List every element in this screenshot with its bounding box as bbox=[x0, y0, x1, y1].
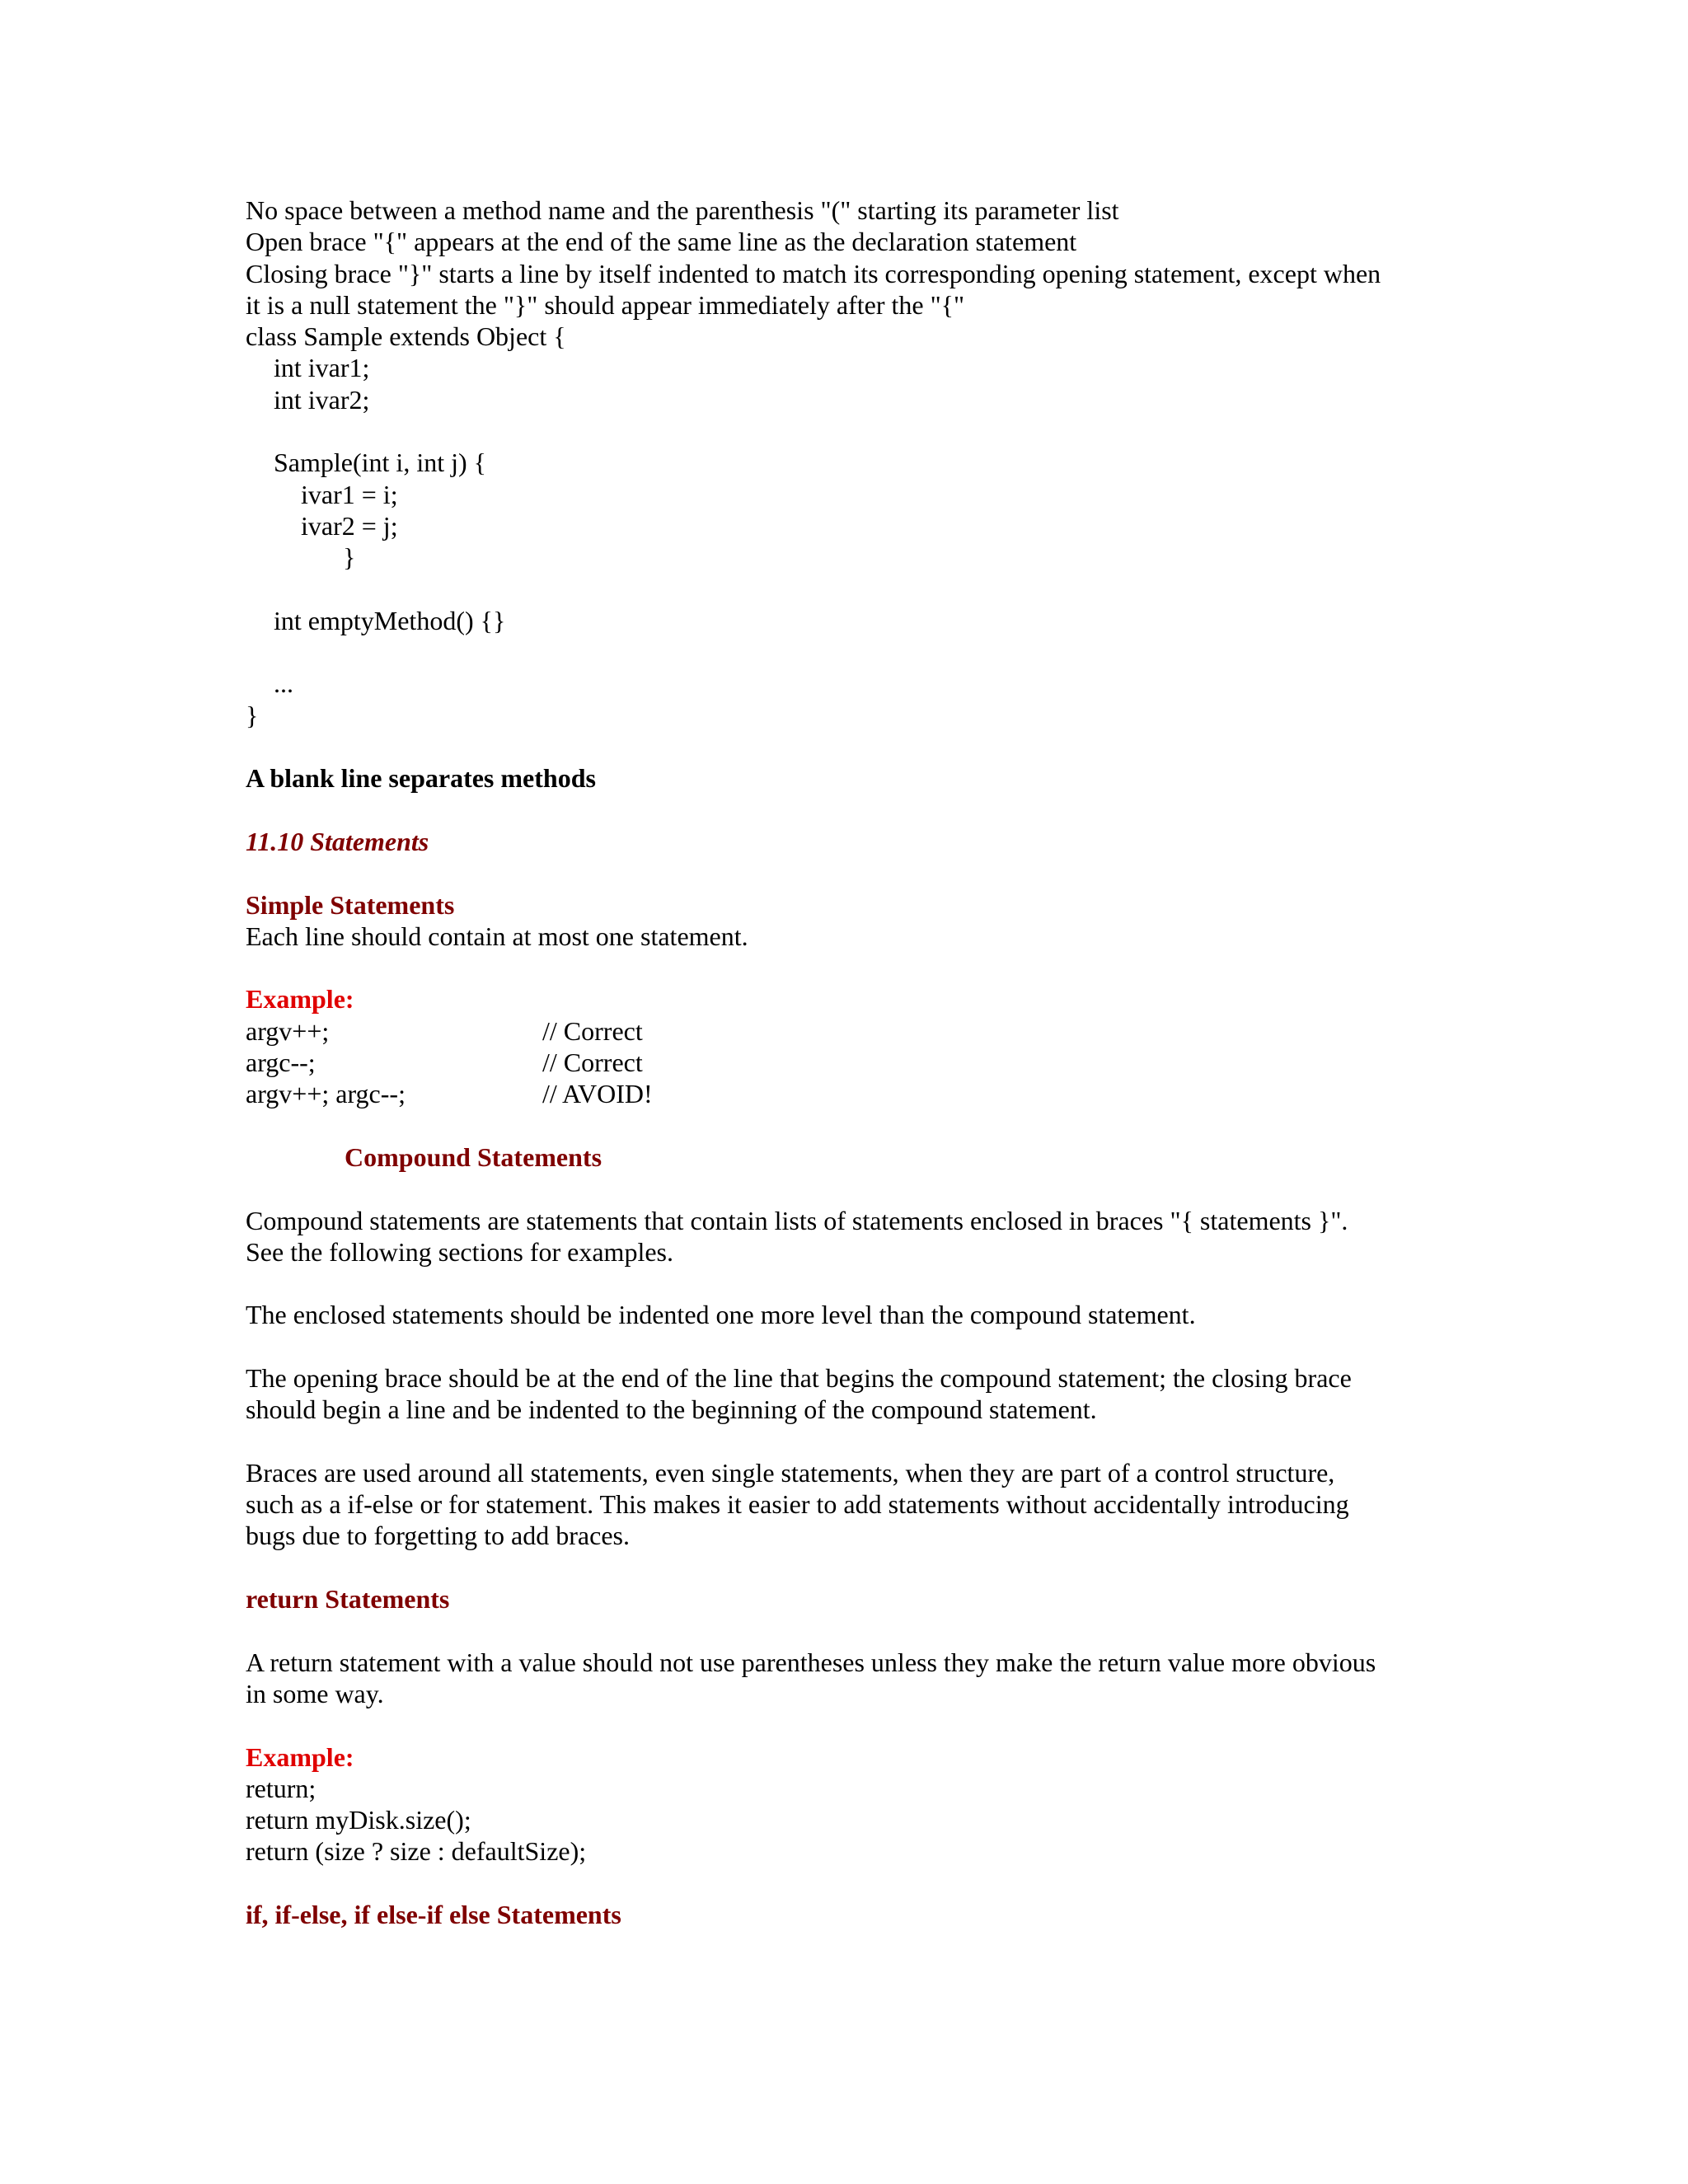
blank-line bbox=[246, 1331, 1441, 1362]
compound-p1-line-2: See the following sections for examples. bbox=[246, 1236, 673, 1267]
intro-line-3: Closing brace "}" starts a line by itself indented to match its corresponding opening statement, except when bbox=[246, 258, 1381, 288]
example-row bbox=[246, 1047, 1441, 1078]
code-field-1: int ivar1; bbox=[274, 353, 370, 383]
example-comment: // Correct bbox=[542, 1047, 643, 1078]
blank-line bbox=[246, 1868, 1441, 1899]
return-p1-line-2: in some way. bbox=[246, 1678, 384, 1708]
simple-statements-text: Each line should contain at most one statement. bbox=[246, 921, 748, 951]
code-ellipsis: ... bbox=[274, 668, 293, 699]
document-page bbox=[246, 194, 1441, 1930]
blank-line-note: A blank line separates methods bbox=[246, 763, 596, 794]
example-code: argv++; argc--; bbox=[246, 1079, 406, 1109]
code-ctor-close: } bbox=[343, 542, 356, 573]
intro-line-1: No space between a method name and the parenthesis "(" starting its parameter list bbox=[246, 195, 1119, 225]
code-assign-1: ivar1 = i; bbox=[301, 479, 398, 509]
blank-line bbox=[246, 415, 1441, 447]
blank-line bbox=[246, 731, 1441, 762]
code-field-2: int ivar2; bbox=[274, 384, 370, 415]
example-code: argc--; bbox=[246, 1047, 316, 1078]
code-empty-method: int emptyMethod() {} bbox=[274, 605, 506, 635]
return-statements-heading: return Statements bbox=[246, 1584, 450, 1615]
blank-line bbox=[246, 1615, 1441, 1646]
blank-line bbox=[246, 952, 1441, 983]
code-ctor-decl: Sample(int i, int j) { bbox=[274, 448, 486, 478]
code-class-decl: class Sample extends Object { bbox=[246, 321, 566, 352]
return-example-1: return; bbox=[246, 1773, 316, 1803]
blank-line bbox=[246, 1426, 1441, 1457]
simple-example-label: Example: bbox=[246, 984, 354, 1015]
compound-p3-line-1: The opening brace should be at the end of the line that begins the compound statement; the closing brace bbox=[246, 1362, 1352, 1393]
example-comment: // AVOID! bbox=[542, 1079, 653, 1109]
blank-line bbox=[246, 794, 1441, 826]
return-example-3: return (size ? size : defaultSize); bbox=[246, 1836, 587, 1867]
intro-line-4: it is a null statement the "}" should appear immediately after the "{" bbox=[246, 289, 965, 320]
intro-line-2: Open brace "{" appears at the end of the same line as the declaration statement bbox=[246, 227, 1077, 257]
return-example-2: return myDisk.size(); bbox=[246, 1805, 471, 1835]
compound-p1-line-1: Compound statements are statements that contain lists of statements enclosed in braces "{ statements }". bbox=[246, 1205, 1348, 1235]
section-heading: 11.10 Statements bbox=[246, 826, 429, 856]
example-row bbox=[246, 1015, 1441, 1047]
blank-line bbox=[246, 574, 1441, 605]
sample-code-block bbox=[246, 321, 1441, 731]
return-p1-line-1: A return statement with a value should not use parentheses unless they make the return value more obvious bbox=[246, 1647, 1376, 1677]
compound-p2: The enclosed statements should be indented one more level than the compound statement. bbox=[246, 1300, 1196, 1330]
example-comment: // Correct bbox=[542, 1015, 643, 1046]
blank-line bbox=[246, 1709, 1441, 1741]
if-statements-heading: if, if-else, if else-if else Statements bbox=[246, 1900, 621, 1930]
compound-p4-line-1: Braces are used around all statements, even single statements, when they are part of a control structure, bbox=[246, 1457, 1335, 1488]
simple-statements-heading: Simple Statements bbox=[246, 889, 455, 920]
example-code: argv++; bbox=[246, 1015, 330, 1046]
blank-line bbox=[246, 857, 1441, 888]
code-assign-2: ivar2 = j; bbox=[301, 510, 398, 541]
code-class-close: } bbox=[246, 700, 259, 730]
blank-line bbox=[246, 1552, 1441, 1583]
blank-line bbox=[246, 1173, 1441, 1204]
blank-line bbox=[246, 1110, 1441, 1141]
blank-line bbox=[246, 636, 1441, 668]
blank-line bbox=[246, 1268, 1441, 1299]
compound-p3-line-2: should begin a line and be indented to the beginning of the compound statement. bbox=[246, 1394, 1097, 1425]
compound-p4-line-2: such as a if-else or for statement. This makes it easier to add statements without accidentally introducing bbox=[246, 1489, 1349, 1520]
compound-statements-heading: Compound Statements bbox=[345, 1141, 603, 1172]
compound-p4-line-3: bugs due to forgetting to add braces. bbox=[246, 1521, 630, 1551]
return-example-label: Example: bbox=[246, 1741, 354, 1772]
example-row bbox=[246, 1078, 1441, 1109]
